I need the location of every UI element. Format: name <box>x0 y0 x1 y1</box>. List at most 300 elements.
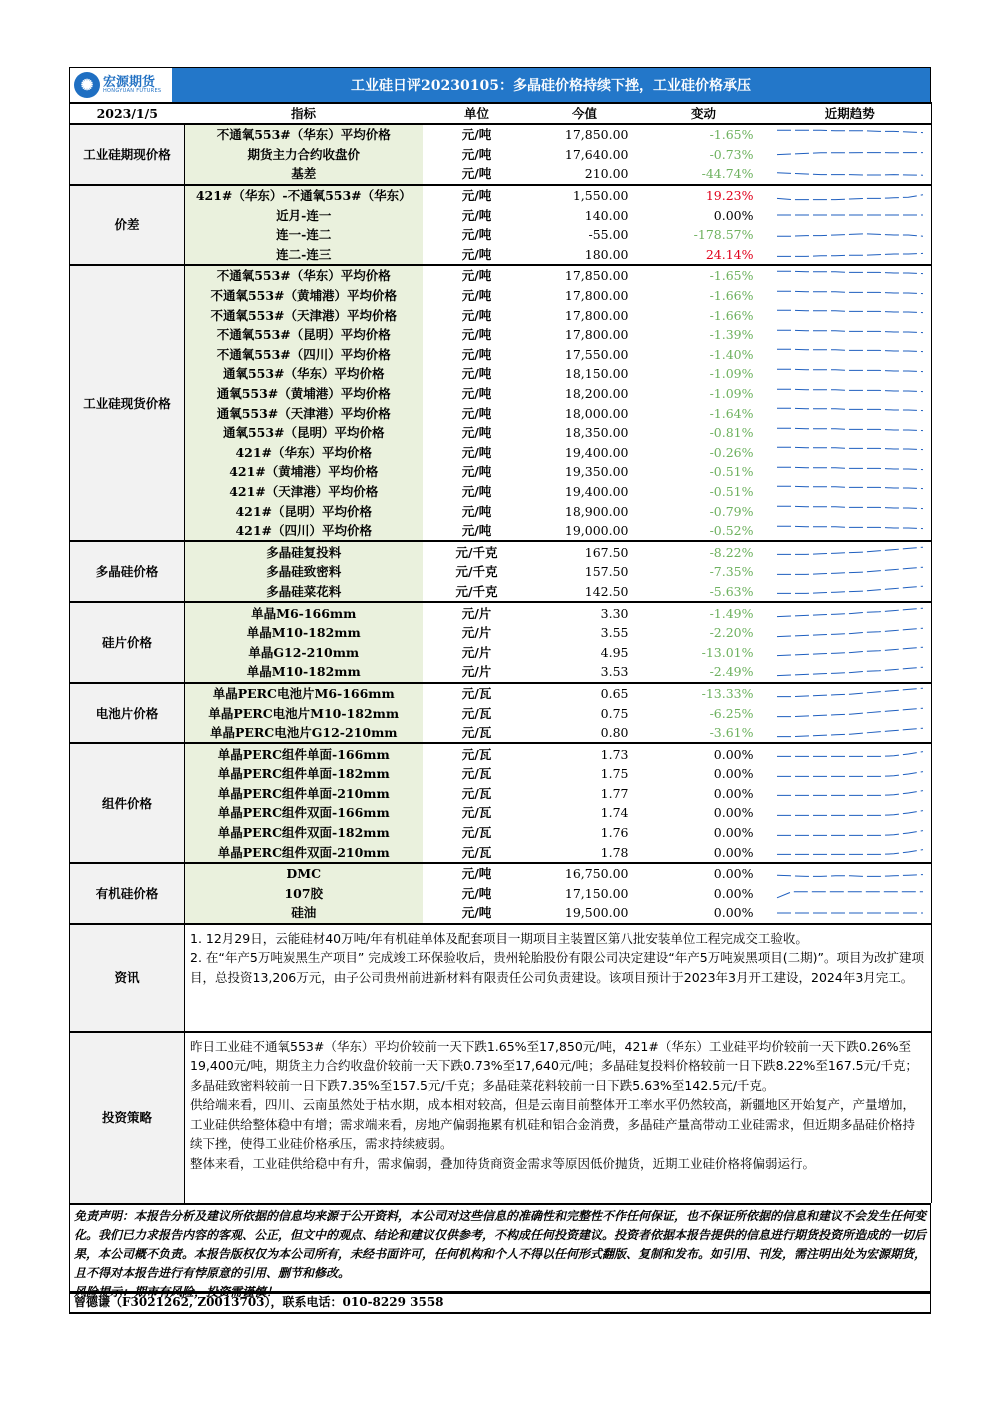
table-row <box>70 884 932 904</box>
unit-cell: 元/吨 <box>461 166 492 182</box>
indicator-cell: 单晶PERC电池片M6-166mm <box>185 683 423 704</box>
indicator-cell: 多晶硅菜花料 <box>185 582 423 603</box>
sparkline-path <box>777 811 923 816</box>
strategy-paragraph: 供给端来看，四川、云南虽然处于枯水期，成本相对较高，但是云南目前整体开工率水平仍然较高，新疆地区开始复产，产量增加，工业硅供给整体稳中有增；需求端来看，房地产偏弱拖累有机硅和铝合金消费，多晶硅产量高带动工业硅需求，但近期多晶硅价格持续下挫，使得工业硅价格承压，需求持续疲弱。 <box>190 1097 916 1152</box>
change-cell: -13.33% <box>639 683 769 704</box>
unit-cell: 元/吨 <box>423 124 531 145</box>
indicator-cell: 不通氧553#（四川）平均价格 <box>185 345 423 365</box>
sparkline-path <box>777 173 923 175</box>
change-cell: -2.49% <box>709 664 754 680</box>
strategy-paragraph: 整体来看，工业硅供给稳中有升，需求偏弱，叠加待货商资金需求等原因低价抛货，近期工业硅价格将偏弱运行。 <box>190 1155 816 1171</box>
unit-cell: 元/吨 <box>461 386 492 402</box>
sparkline-path <box>777 752 923 757</box>
value-cell: 4.95 <box>600 644 629 660</box>
change-cell: -1.09% <box>709 386 754 402</box>
unit-cell: 元/瓦 <box>461 725 492 741</box>
unit-cell: 元/片 <box>461 625 492 641</box>
trend-cell <box>769 784 932 804</box>
news-item: 2. 在“年产5万吨炭黑生产项目” 完成竣工环保验收后，贵州轮胎股份有限公司决定建设“年产5万吨炭黑项目(二期)”。项目为改扩建项目，总投资13,206万元，由子公司贵州前进新材料有限责任公司负责建设。该项目预计于2023年3月开工建设，2024年3月完工。 <box>190 950 924 985</box>
change-cell: -6.25% <box>709 705 754 721</box>
value-cell: 16,750.00 <box>531 863 639 884</box>
change-cell: -1.09% <box>709 366 754 382</box>
sparkline <box>775 166 925 182</box>
unit-cell: 元/吨 <box>461 366 492 382</box>
unit-header: 单位 <box>423 103 531 124</box>
indicator-cell: 单晶M10-182mm <box>185 623 423 643</box>
unit-cell: 元/吨 <box>461 346 492 362</box>
sparkline-path <box>777 608 923 616</box>
table-row <box>70 743 932 764</box>
unit-cell: 元/吨 <box>461 885 492 901</box>
disclaimer-block <box>69 1203 931 1299</box>
indicator-cell: DMC <box>185 863 423 884</box>
sparkline-path <box>777 506 923 508</box>
trend-cell <box>769 462 932 482</box>
table-row <box>70 305 932 325</box>
trend-cell <box>769 884 932 904</box>
trend-cell <box>769 582 932 603</box>
sparkline <box>775 346 925 362</box>
sparkline <box>775 705 925 721</box>
price-table-body <box>70 103 932 923</box>
sparkline <box>775 146 925 162</box>
table-row <box>70 462 932 482</box>
table-row <box>70 764 932 784</box>
change-cell: -178.57% <box>693 227 754 243</box>
table-row <box>70 384 932 404</box>
sparkline <box>775 207 925 223</box>
value-cell: 19,500.00 <box>564 905 629 921</box>
unit-cell: 元/吨 <box>461 405 492 421</box>
change-cell: -0.51% <box>709 464 754 480</box>
sparkline <box>775 825 925 841</box>
sparkline-path <box>777 389 923 391</box>
sparkline <box>775 544 925 560</box>
logo-english: HONGYUAN FUTURES <box>103 88 162 94</box>
sparkline-path <box>777 791 923 796</box>
sparkline-path <box>777 194 923 199</box>
table-row <box>70 286 932 306</box>
table-row <box>70 623 932 643</box>
value-cell: 140.00 <box>584 207 629 223</box>
news-label: 资讯 <box>70 924 185 1032</box>
sparkline <box>775 905 925 921</box>
change-cell: 0.00% <box>713 905 754 921</box>
indicator-cell: 单晶G12-210mm <box>185 642 423 662</box>
change-cell: -1.40% <box>709 346 754 362</box>
value-cell: 17,850.00 <box>531 265 639 286</box>
sparkline <box>775 483 925 499</box>
report-header <box>69 67 931 102</box>
logo-mark-icon: ✺ <box>74 72 100 98</box>
table-row <box>70 823 932 843</box>
column-header-row <box>70 103 932 124</box>
unit-cell: 元/片 <box>461 644 492 660</box>
trend-cell <box>769 764 932 784</box>
table-row <box>70 245 932 266</box>
table-row <box>70 803 932 823</box>
table-row <box>70 205 932 225</box>
sparkline-path <box>777 254 923 257</box>
table-row <box>70 703 932 723</box>
trend-cell <box>769 602 932 623</box>
sparkline <box>775 644 925 660</box>
value-cell: 18,150.00 <box>564 366 629 382</box>
sparkline <box>775 127 925 143</box>
indicator-cell: 多晶硅复投料 <box>185 541 423 562</box>
sparkline-path <box>777 487 923 489</box>
sparkline-path <box>777 647 923 655</box>
unit-cell: 元/吨 <box>461 246 492 262</box>
sparkline <box>775 785 925 801</box>
trend-cell <box>769 305 932 325</box>
table-row <box>70 501 932 521</box>
trend-cell <box>769 423 932 443</box>
sparkline-path <box>777 628 923 636</box>
category-cell: 多晶硅价格 <box>70 541 185 602</box>
sparkline <box>775 386 925 402</box>
trend-cell <box>769 443 932 463</box>
trend-cell <box>769 541 932 562</box>
change-cell: 0.00% <box>639 863 769 884</box>
indicator-cell: 不通氧553#（天津港）平均价格 <box>185 305 423 325</box>
unit-cell: 元/吨 <box>423 863 531 884</box>
value-cell: 18,200.00 <box>564 386 629 402</box>
sparkline <box>775 307 925 323</box>
unit-cell: 元/吨 <box>461 483 492 499</box>
table-row <box>70 325 932 345</box>
trend-cell <box>769 245 932 266</box>
change-cell: -0.73% <box>709 146 754 162</box>
indicator-cell: 不通氧553#（华东）平均价格 <box>185 265 423 286</box>
unit-cell: 元/瓦 <box>461 844 492 860</box>
trend-cell <box>769 562 932 582</box>
change-cell: 0.00% <box>639 743 769 764</box>
value-cell: 1.74 <box>600 805 629 821</box>
indicator-cell: 单晶PERC组件单面-210mm <box>185 784 423 804</box>
sparkline-path <box>777 234 923 236</box>
change-cell: -1.49% <box>639 602 769 623</box>
sparkline-path <box>777 130 923 132</box>
value-cell: 167.50 <box>531 541 639 562</box>
indicator-cell: 通氧553#（昆明）平均价格 <box>185 423 423 443</box>
value-cell: 17,800.00 <box>564 307 629 323</box>
change-header: 变动 <box>639 103 769 124</box>
value-cell: 18,900.00 <box>564 503 629 519</box>
table-row <box>70 403 932 423</box>
change-cell: 0.00% <box>713 207 754 223</box>
sparkline <box>775 268 925 284</box>
sparkline <box>775 523 925 539</box>
sparkline-path <box>777 547 923 554</box>
table-row <box>70 225 932 245</box>
company-logo <box>70 68 172 102</box>
table-row <box>70 562 932 582</box>
sparkline <box>775 425 925 441</box>
table-row <box>70 482 932 502</box>
trend-cell <box>769 345 932 365</box>
sparkline-path <box>777 892 923 898</box>
sparkline-path <box>777 526 923 528</box>
unit-cell: 元/吨 <box>423 185 531 206</box>
value-cell: 1.73 <box>531 743 639 764</box>
trend-cell <box>769 225 932 245</box>
sparkline <box>775 564 925 580</box>
value-cell: 0.65 <box>531 683 639 704</box>
sparkline-path <box>777 369 923 371</box>
sparkline <box>775 605 925 621</box>
unit-cell: 元/吨 <box>461 464 492 480</box>
contact-line: 曾德谦（F3021262, Z0013703），联系电话：010-8229 3558 <box>69 1292 931 1314</box>
unit-cell: 元/千克 <box>455 564 498 580</box>
sparkline-path <box>777 587 923 594</box>
sparkline-path <box>777 291 923 293</box>
indicator-cell: 通氧553#（黄埔港）平均价格 <box>185 384 423 404</box>
sparkline-path <box>777 567 923 574</box>
report-sheet <box>69 67 931 1314</box>
table-row <box>70 164 932 185</box>
change-cell: -0.52% <box>709 523 754 539</box>
sparkline-path <box>777 689 923 697</box>
table-row <box>70 124 932 145</box>
change-cell: -8.22% <box>639 541 769 562</box>
unit-cell: 元/吨 <box>461 227 492 243</box>
trend-cell <box>769 403 932 423</box>
unit-cell: 元/吨 <box>461 146 492 162</box>
value-cell: 0.80 <box>600 725 629 741</box>
value-cell: 1.76 <box>600 825 629 841</box>
strategy-label: 投资策略 <box>70 1032 185 1203</box>
trend-cell <box>769 842 932 863</box>
sparkline <box>775 503 925 519</box>
trend-cell <box>769 124 932 145</box>
category-cell: 价差 <box>70 185 185 265</box>
indicator-cell: 421#（天津港）平均价格 <box>185 482 423 502</box>
trend-cell <box>769 903 932 923</box>
change-cell: -1.39% <box>709 327 754 343</box>
sparkline-path <box>777 447 923 449</box>
unit-cell: 元/瓦 <box>423 743 531 764</box>
news-content <box>185 924 932 1032</box>
table-row <box>70 521 932 542</box>
indicator-cell: 107胶 <box>185 884 423 904</box>
date-header: 2023/1/5 <box>70 103 185 124</box>
change-cell: -0.79% <box>709 503 754 519</box>
unit-cell: 元/瓦 <box>461 705 492 721</box>
sparkline-path <box>777 771 923 776</box>
indicator-cell: 单晶M6-166mm <box>185 602 423 623</box>
sparkline-path <box>777 408 923 410</box>
value-cell: 1.78 <box>600 844 629 860</box>
table-row <box>70 642 932 662</box>
indicator-cell: 单晶PERC电池片M10-182mm <box>185 703 423 723</box>
value-cell: 19,400.00 <box>564 444 629 460</box>
sparkline-path <box>777 728 923 736</box>
sparkline <box>775 366 925 382</box>
indicator-cell: 单晶PERC组件双面-210mm <box>185 842 423 863</box>
trend-cell <box>769 145 932 165</box>
indicator-cell: 硅油 <box>185 903 423 923</box>
sparkline-path <box>777 467 923 469</box>
sparkline <box>775 844 925 860</box>
trend-header: 近期趋势 <box>769 103 932 124</box>
unit-cell: 元/吨 <box>461 288 492 304</box>
table-row <box>70 842 932 863</box>
trend-cell <box>769 863 932 884</box>
value-cell: -55.00 <box>588 227 629 243</box>
table-row <box>70 863 932 884</box>
sparkline-path <box>777 667 923 675</box>
change-cell: -44.74% <box>701 166 754 182</box>
sparkline <box>775 444 925 460</box>
indicator-cell: 单晶M10-182mm <box>185 662 423 683</box>
risk-warning: 风险提示：期市有风险，投资需谨慎！ <box>74 1284 279 1299</box>
news-item: 1. 12月29日，云能硅材40万吨/年有机硅单体及配套项目一期项目主装置区第八批安装单位工程完成交工验收。 <box>190 930 808 946</box>
indicator-cell: 421#（华东）-不通氧553#（华东） <box>185 185 423 206</box>
table-row <box>70 265 932 286</box>
sparkline <box>775 766 925 782</box>
change-cell: -1.65% <box>639 124 769 145</box>
change-cell: 19.23% <box>639 185 769 206</box>
value-cell: 17,640.00 <box>564 146 629 162</box>
table-row <box>70 903 932 923</box>
change-cell: -1.66% <box>709 288 754 304</box>
sparkline <box>775 583 925 599</box>
sparkline-path <box>777 153 923 155</box>
change-cell: -0.51% <box>709 483 754 499</box>
change-cell: -5.63% <box>709 583 754 599</box>
table-row <box>70 443 932 463</box>
sparkline-path <box>777 830 923 835</box>
category-cell: 电池片价格 <box>70 683 185 744</box>
value-cell: 180.00 <box>584 246 629 262</box>
value-cell: 17,150.00 <box>564 885 629 901</box>
indicator-cell: 连二-连三 <box>185 245 423 266</box>
sparkline-path <box>777 874 923 876</box>
change-cell: 0.00% <box>713 805 754 821</box>
indicator-cell: 不通氧553#（昆明）平均价格 <box>185 325 423 345</box>
unit-cell: 元/吨 <box>461 905 492 921</box>
unit-cell: 元/瓦 <box>461 785 492 801</box>
change-cell: -1.66% <box>709 307 754 323</box>
table-row <box>70 423 932 443</box>
indicator-header: 指标 <box>185 103 423 124</box>
change-cell: 0.00% <box>713 766 754 782</box>
sparkline <box>775 685 925 701</box>
unit-cell: 元/吨 <box>461 207 492 223</box>
logo-name: 宏源期货 <box>103 75 156 90</box>
indicator-cell: 近月-连一 <box>185 205 423 225</box>
trend-cell <box>769 164 932 185</box>
table-row <box>70 784 932 804</box>
sparkline <box>775 805 925 821</box>
indicator-cell: 连一-连二 <box>185 225 423 245</box>
sparkline-path <box>777 310 923 312</box>
category-cell: 组件价格 <box>70 743 185 863</box>
unit-cell: 元/片 <box>461 664 492 680</box>
value-cell: 19,350.00 <box>564 464 629 480</box>
trend-cell <box>769 662 932 683</box>
sparkline <box>775 288 925 304</box>
indicator-cell: 421#（华东）平均价格 <box>185 443 423 463</box>
sparkline <box>775 885 925 901</box>
indicator-cell: 不通氧553#（华东）平均价格 <box>185 124 423 145</box>
change-cell: -3.61% <box>709 725 754 741</box>
unit-cell: 元/吨 <box>461 307 492 323</box>
indicator-cell: 单晶PERC组件单面-182mm <box>185 764 423 784</box>
news-section <box>70 924 932 1032</box>
value-cell: 0.75 <box>600 705 629 721</box>
trend-cell <box>769 642 932 662</box>
sparkline-path <box>777 271 923 273</box>
unit-cell: 元/千克 <box>455 583 498 599</box>
unit-cell: 元/瓦 <box>461 825 492 841</box>
value-cell: 3.30 <box>531 602 639 623</box>
unit-cell: 元/吨 <box>461 327 492 343</box>
change-cell: 0.00% <box>713 885 754 901</box>
sparkline-path <box>777 350 923 352</box>
sparkline-path <box>777 428 923 430</box>
indicator-cell: 421#（昆明）平均价格 <box>185 501 423 521</box>
value-cell: 1.75 <box>600 766 629 782</box>
table-row <box>70 185 932 206</box>
unit-cell: 元/千克 <box>423 541 531 562</box>
indicator-cell: 421#（黄埔港）平均价格 <box>185 462 423 482</box>
table-row <box>70 582 932 603</box>
trend-cell <box>769 521 932 542</box>
indicator-cell: 421#（四川）平均价格 <box>185 521 423 542</box>
table-row <box>70 723 932 744</box>
sparkline <box>775 464 925 480</box>
value-header: 今值 <box>531 103 639 124</box>
change-cell: -0.26% <box>709 444 754 460</box>
unit-cell: 元/瓦 <box>461 766 492 782</box>
trend-cell <box>769 286 932 306</box>
value-cell: 3.55 <box>600 625 629 641</box>
change-cell: 0.00% <box>713 825 754 841</box>
indicator-cell: 单晶PERC组件双面-182mm <box>185 823 423 843</box>
value-cell: 157.50 <box>584 564 629 580</box>
strategy-section <box>70 1032 932 1203</box>
table-row <box>70 145 932 165</box>
value-cell: 17,800.00 <box>564 327 629 343</box>
trend-cell <box>769 482 932 502</box>
change-cell: 0.00% <box>713 844 754 860</box>
trend-cell <box>769 185 932 206</box>
sparkline <box>775 746 925 762</box>
category-cell: 硅片价格 <box>70 602 185 682</box>
sparkline-path <box>777 850 923 855</box>
trend-cell <box>769 325 932 345</box>
value-cell: 17,800.00 <box>564 288 629 304</box>
value-cell: 1,550.00 <box>531 185 639 206</box>
sparkline <box>775 405 925 421</box>
unit-cell: 元/瓦 <box>461 805 492 821</box>
trend-cell <box>769 501 932 521</box>
unit-cell: 元/吨 <box>461 523 492 539</box>
indicator-cell: 单晶PERC组件单面-166mm <box>185 743 423 764</box>
indicator-cell: 基差 <box>185 164 423 185</box>
price-table <box>69 102 932 923</box>
value-cell: 18,350.00 <box>564 425 629 441</box>
trend-cell <box>769 743 932 764</box>
sparkline <box>775 327 925 343</box>
change-cell: -7.35% <box>709 564 754 580</box>
trend-cell <box>769 384 932 404</box>
value-cell: 19,000.00 <box>564 523 629 539</box>
trend-cell <box>769 723 932 744</box>
value-cell: 210.00 <box>584 166 629 182</box>
